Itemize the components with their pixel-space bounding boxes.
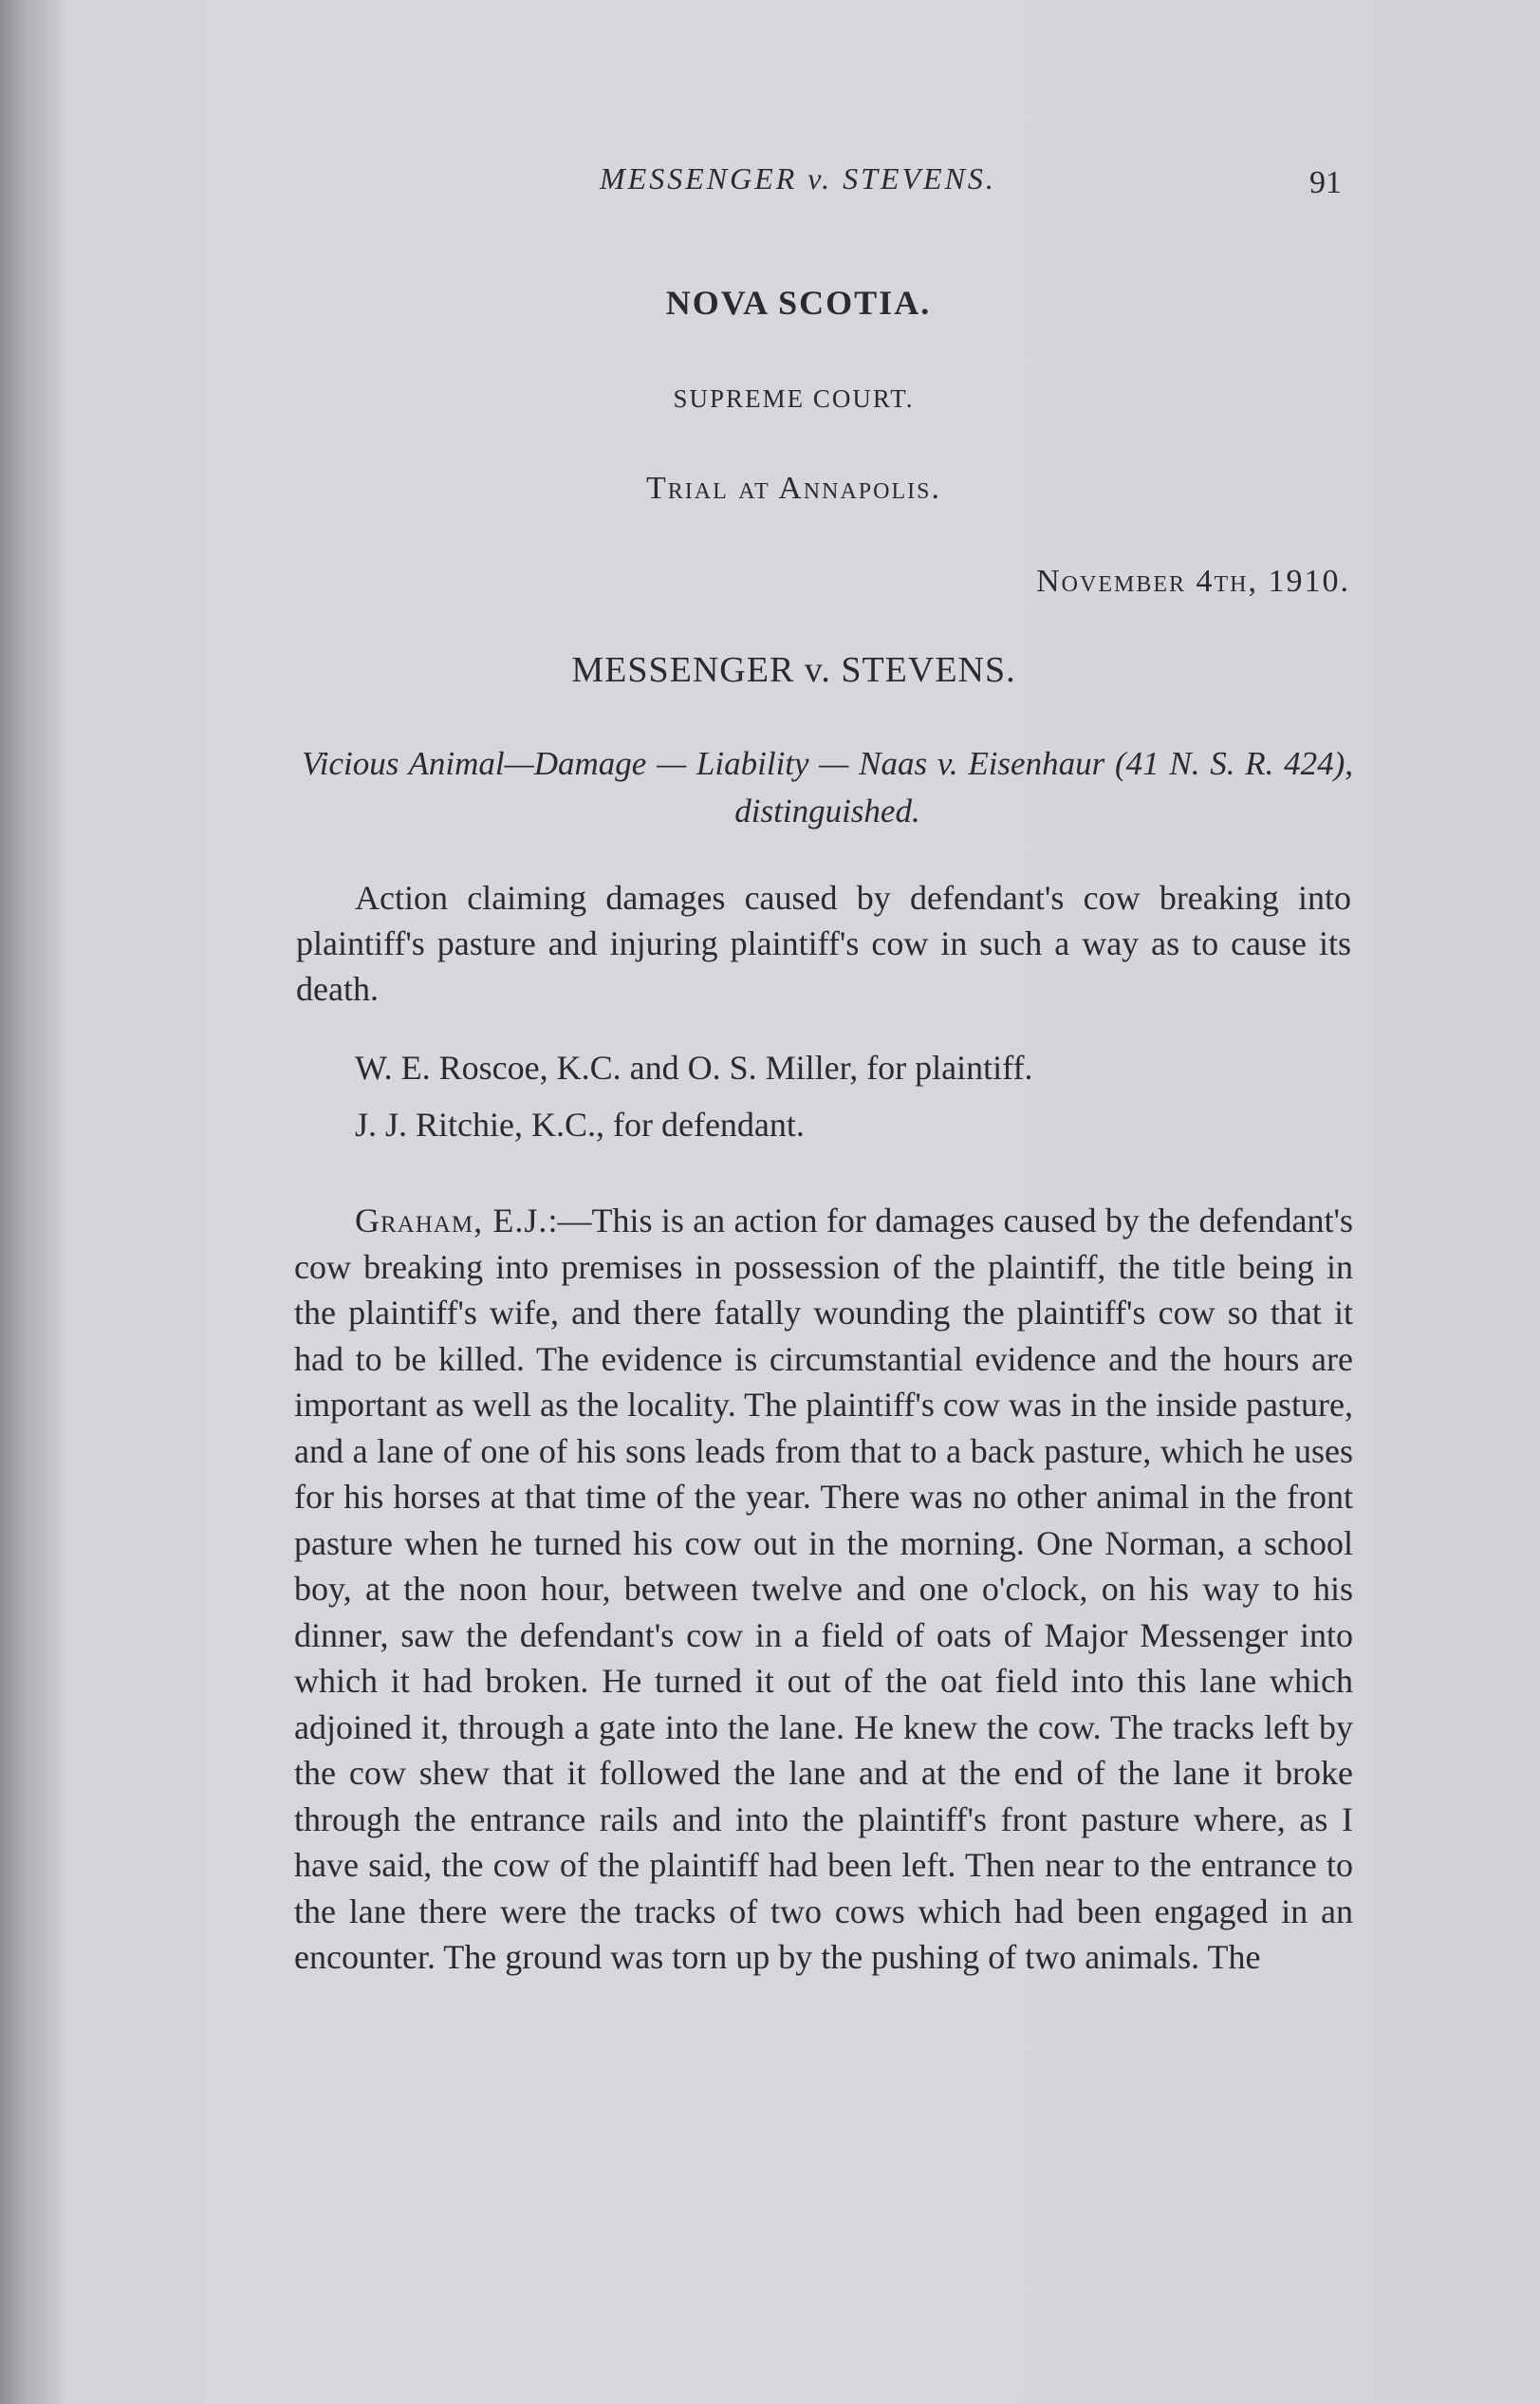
province-heading: NOVA SCOTIA.	[665, 284, 932, 322]
judge-name: Graham, E.J.	[355, 1202, 548, 1239]
judgment-body	[294, 1198, 1353, 1981]
page-number: 91	[1309, 165, 1342, 200]
running-head	[0, 161, 1540, 209]
judgment-text: This is an action for damages caused by the defendant's cow breaking into premises in possession of the plaintiff, the title being in the plaintiff's wife, and there fatally wounding the plaintiff's cow so that it had to be killed. The evidence is circumstantial evidence and the hours are important as well as the locality. The plaintiff's cow was in the inside pasture, and a lane of one of his sons leads from that to a back pasture, which he uses for his horses at that time of the year. There was no other animal in the front pasture when he turned his cow out in the morning. One Norman, a school boy, at the noon hour, between twelve and one o'clock, on his way to his dinner, saw the defendant's cow in a field of oats of Major Messenger into which it had broken. He turned it out of the oat field into this lane which adjoined it, through a gate into the lane. He knew the cow. The tracks left by the cow shew that it followed the lane and at the end of the lane it broke through the entrance rails and into the plaintiff's front pasture where, as I have said, the cow of the plaintiff had been left. Then near to the entrance to the lane there were the tracks of two cows which had been engaged in an encounter. The ground was torn up by the pushing of two animals. The	[294, 1202, 1353, 1976]
decision-date: November 4th, 1910.	[1036, 564, 1350, 599]
judgment-separator: :—	[547, 1202, 592, 1239]
counsel-defendant: J. J. Ritchie, K.C., for defendant.	[355, 1106, 805, 1144]
counsel-plaintiff: W. E. Roscoe, K.C. and O. S. Miller, for plaintiff.	[355, 1049, 1033, 1087]
case-title: MESSENGER v. STEVENS.	[571, 650, 1016, 690]
running-title: MESSENGER v. STEVENS.	[600, 161, 996, 196]
trial-heading: Trial at Annapolis.	[646, 471, 941, 506]
headnote: Vicious Animal—Damage — Liability — Naas v. Eisenhaur (41 N. S. R. 424), distinguished.	[302, 745, 1353, 829]
court-heading: SUPREME COURT.	[673, 384, 915, 413]
case-summary: Action claiming damages caused by defendant's cow breaking into plaintiff's pasture and injuring plaintiff's cow in such a way as to cause its death.	[296, 879, 1351, 1008]
page-gutter-shadow	[0, 0, 66, 2404]
